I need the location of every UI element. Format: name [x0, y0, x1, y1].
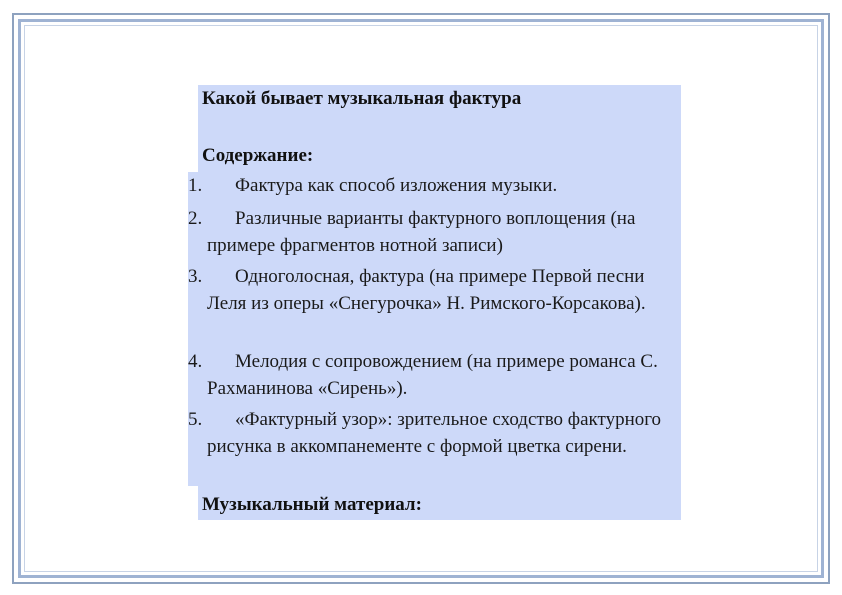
- slide-title: Какой бывает музыкальная фактура: [202, 88, 522, 109]
- list-item: [188, 264, 678, 317]
- list-item-text: Фактура как способ изложения музыки.: [235, 175, 558, 196]
- list-item-number: 5.: [188, 409, 203, 430]
- list-item-text: «Фактурный узор»: зрительное сходство фактурного рисунка в аккомпанементе с формой цветка сирени.: [207, 409, 662, 457]
- content-heading: Содержание:: [202, 145, 314, 166]
- list-item: [188, 173, 678, 200]
- list-item-number: 2.: [188, 208, 203, 229]
- list-item: [188, 349, 678, 402]
- list-item-text: Мелодия с сопровождением (на примере романса С. Рахманинова «Сирень»).: [207, 351, 658, 399]
- list-item: [188, 206, 678, 259]
- list-item-text: Одноголосная, фактура (на примере Первой песни Леля из оперы «Снегурочка» Н. Римского-Корсакова).: [207, 266, 646, 314]
- list-item-number: 4.: [188, 351, 203, 372]
- list-item: [188, 407, 678, 460]
- list-item-number: 3.: [188, 266, 203, 287]
- list-item-number: 1.: [188, 175, 203, 196]
- list-item-text: Различные варианты фактурного воплощения (на примере фрагментов нотной записи): [207, 208, 636, 256]
- material-heading: Музыкальный материал:: [202, 494, 422, 515]
